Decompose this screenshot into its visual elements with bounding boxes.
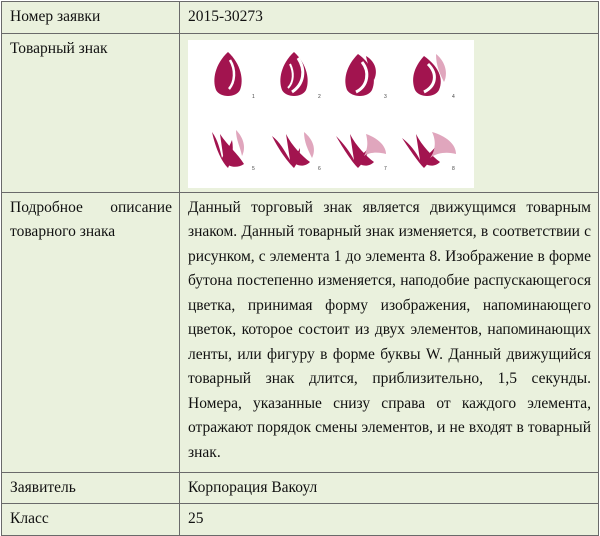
row-applicant (2, 472, 599, 504)
description-text: Данный торговый знак является движущимся товарным знаком. Данный товарный знак изменяется, в соответствии с рисунком, с элемента 1 до элемента 8. Изображение в форме бутона постепенно изменяется, наподобие распускающегося цветка, принимая форму изображения, напоминающего цветок, которое состоит из двух элементов, напоминающих ленты, или фигуру в форме буквы W. Данный движущийся товарный знак длится, приблизительно, 1,5 секунды. Номера, указанные снизу справа от каждого элемента, отражают порядок смены элементов, и не входят в товарный знак. (180, 192, 599, 472)
description-label-cell (2, 192, 180, 472)
application-number-label: Номер заявки (2, 2, 180, 34)
trademark-frame-number: 5 (252, 165, 255, 172)
trademark-frame-number: 2 (318, 93, 321, 100)
application-number-value: 2015-30273 (180, 2, 599, 34)
trademark-frame-number: 7 (384, 165, 387, 172)
trademark-frame-6 (272, 132, 314, 168)
trademark-image-cell (180, 33, 599, 192)
description-label-line2: товарного знака (10, 223, 116, 240)
trademark-label: Товарный знак (2, 33, 180, 192)
trademark-frame-3 (345, 54, 376, 96)
row-trademark (2, 33, 599, 192)
trademark-frame-7 (336, 134, 386, 168)
trademark-image (188, 40, 474, 188)
description-label-line1: Подробное описание (10, 198, 172, 216)
trademark-frame-number: 1 (252, 93, 255, 100)
trademark-frame-number: 8 (452, 165, 455, 172)
trademark-frame-number: 4 (452, 93, 455, 100)
applicant-value: Корпорация Вакоул (180, 472, 599, 504)
trademark-frame-8 (402, 132, 456, 168)
trademark-frame-4 (413, 54, 446, 96)
trademark-frame-number: 3 (384, 93, 387, 100)
class-value: 25 (180, 504, 599, 536)
trademark-frame-2 (280, 52, 307, 96)
row-description (2, 192, 599, 472)
trademark-frame-1 (214, 52, 241, 96)
trademark-animation-frames (188, 40, 474, 188)
row-application-number (2, 2, 599, 34)
trademark-frame-number: 6 (318, 165, 321, 172)
row-class (2, 504, 599, 536)
trademark-frame-5 (212, 130, 244, 168)
trademark-info-table (1, 1, 599, 536)
applicant-label: Заявитель (2, 472, 180, 504)
class-label: Класс (2, 504, 180, 536)
